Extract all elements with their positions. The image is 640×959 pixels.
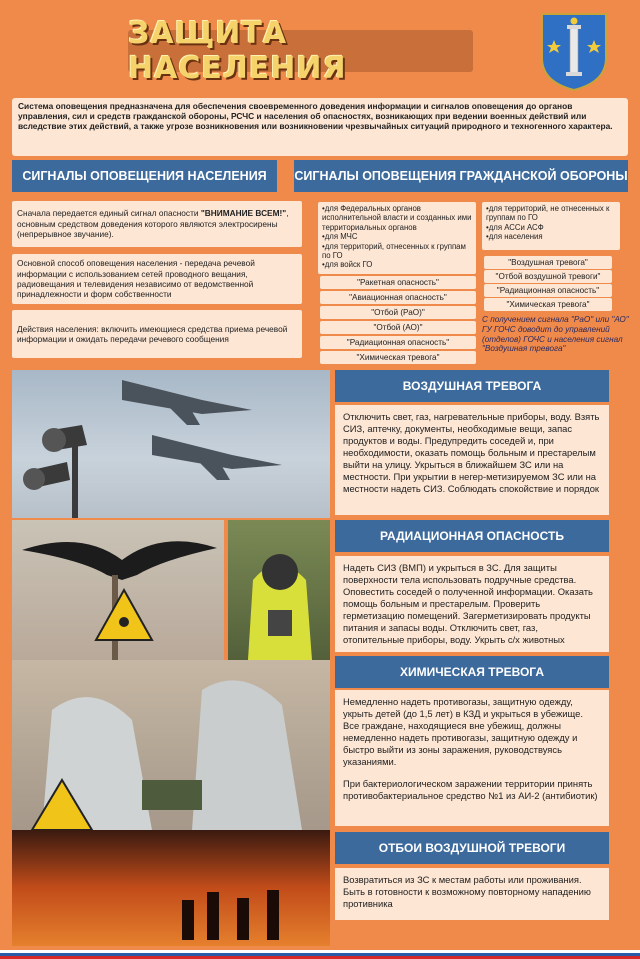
radiation-header: РАДИАЦИОННАЯ ОПАСНОСТЬ — [335, 520, 609, 552]
speech-broadcast-note: Основной способ оповещения населения - передача речевой информации с использованием сетей проводного вещания, радиовещания и телевидения независимо от ведомственной принадлежности и форм собственности — [12, 254, 302, 304]
signal-item: "Отбой воздушной тревоги" — [484, 270, 612, 283]
radiation-text: Надеть СИЗ (ВМП) и укрыться в ЗС. Для защиты поверхности тела использовать подручные средства. Оповестить соседей о полученной информации. Оказать помощь больным и престарелым. Проверить герметизацию помещений. Загерметизировать продукты питания и запасы воды. Отключить свет, газ, отопительные приборы, воду. Укрыть с/х животных — [335, 556, 609, 652]
signal-item: "Воздушная тревога" — [484, 256, 612, 269]
photo-hazmat-suit — [228, 520, 330, 660]
photo-decontamination-team — [12, 660, 330, 830]
photo-firefighters — [12, 830, 330, 946]
recipients-population: •для территорий, не отнесенных к группам по ГО •для АССи АСФ •для населения — [482, 202, 620, 250]
photo-raven-radiation-sign — [12, 520, 224, 660]
attention-all-signal: "ВНИМАНИЕ ВСЕМ!" — [200, 208, 287, 219]
signal-item: "Отбой (АО)" — [320, 321, 476, 334]
population-actions-note: Действия населения: включить имеющиеся средства приема речевой информации и ожидать передачи речевого сообщения — [12, 310, 302, 358]
signal-footnote: С получением сигнала "РаО" или "АО" ГУ ГОЧС доводит до управлений (отделов) ГОЧС и населения сигнал "Воздушная тревога" — [482, 315, 629, 354]
chemical-text: Немедленно надеть противогазы, защитную одежду, укрыть детей (до 1,5 лет) в КЗД и укрыться в убежище. Все граждане, находящиеся вне убежищ, должны немедленно надеть противогазы, защитную одежду и быстро выйти из зоны заражения, руководствуясь указаниями. — [343, 696, 583, 767]
attention-all-note: Сначала передается единый сигнал опасности "ВНИМАНИЕ ВСЕМ!", основным средством доведения которого являются электросирены (непрерывное звучание). — [12, 201, 302, 247]
chemical-header: ХИМИЧЕСКАЯ ТРЕВОГА — [335, 656, 609, 688]
recipients-federal: •для Федеральных органов исполнительной власти и созданных ими территориальных органов •для МЧС •для территорий, отнесенных к группам по ГО •для войск ГО — [318, 202, 476, 274]
intro-text: Система оповещения предназначена для обеспечения своевременного доведения информации и сигналов оповещения до органов управления, сил и средств гражданской обороны, РСЧС и населения об опасностях, возникающих при ведении военных действий или вследствие этих действий, а также угрозе возникновения или возникновении чрезвычайных ситуаций природного и техногенного характера. — [12, 98, 628, 156]
page-title: ЗАЩИТА НАСЕЛЕНИЯ — [128, 16, 347, 86]
signal-item: "Авиационная опасность" — [320, 291, 476, 304]
coat-of-arms-icon — [540, 12, 608, 92]
signal-item: "Отбой (РаО)" — [320, 306, 476, 319]
signal-item: "Радиационная опасность" — [484, 284, 612, 297]
all-clear-header: ОТБОИ ВОЗДУШНОЙ ТРЕВОГИ — [335, 832, 609, 864]
signal-item: "Ракетная опасность" — [320, 276, 476, 289]
chemical-text-block — [335, 690, 609, 826]
signal-item: "Химическая тревога" — [320, 351, 476, 364]
civil-defense-signals-header: СИГНАЛЫ ОПОВЕЩЕНИЯ ГРАЖДАНСКОЙ ОБОРОНЫ — [294, 160, 628, 192]
air-raid-header: ВОЗДУШНАЯ ТРЕВОГА — [335, 370, 609, 402]
all-clear-text: Возвратиться из ЗС к местам работы или проживания. Быть в готовности к возможному повторному нападению противника — [335, 868, 609, 920]
photo-jets-sirens — [12, 370, 330, 518]
signal-item: "Химическая тревога" — [484, 298, 612, 311]
population-signals-header: СИГНАЛЫ ОПОВЕЩЕНИЯ НАСЕЛЕНИЯ — [12, 160, 277, 192]
bacteriological-text: При бактериологическом заражении территории принять противобактериальное средство №1 из АИ-2 (антибиотик) — [343, 778, 598, 801]
signal-item: "Радиационная опасность" — [320, 336, 476, 349]
air-raid-text: Отключить свет, газ, нагревательные приборы, воду. Взять СИЗ, аптечку, документы, необходимые вещи, запас продуктов и воды. Предупредить соседей и, при необходимости, оказать помощь больным и престарелым выйти на улицу. Укрыться в ближайшем ЗС или на местности. При укрытии в негер-метизируемом ЗС или на местности надеть СИЗ. Соблюдать спокойствие и порядок — [335, 405, 609, 515]
